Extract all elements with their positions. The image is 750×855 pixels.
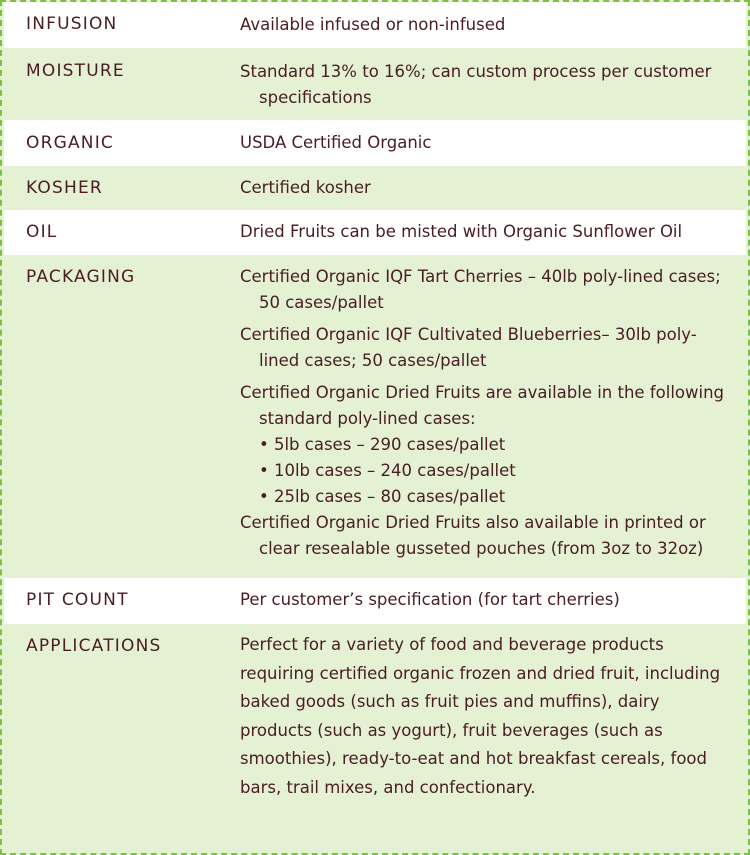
packaging-bullet: • 10lb cases – 240 cases/pallet <box>259 461 516 480</box>
row-organic <box>4 120 746 166</box>
row-label: MOISTURE <box>26 61 125 81</box>
row-moisture <box>4 48 746 120</box>
row-infusion <box>4 2 746 48</box>
row-label: OIL <box>26 222 58 242</box>
row-value: Per customer’s specification (for tart cherries) <box>240 590 620 609</box>
packaging-bullet: • 5lb cases – 290 cases/pallet <box>259 435 506 454</box>
row-value: Available infused or non-infused <box>240 15 506 34</box>
row-value: Standard 13% to 16%; can custom process per customer specifications <box>240 62 712 107</box>
row-value: Perfect for a variety of food and beverage products requiring certified organic frozen and dried fruit, including baked goods (such as fruit pies and muffins), dairy products (such as yogurt), fruit beverages (such as smoothies), ready-to-eat and hot breakfast cereals, food bars, trail mixes, and confectionary. <box>240 635 721 797</box>
packaging-blueberries: Certified Organic IQF Cultivated Blueberries– 30lb poly-lined cases; 50 cases/pallet <box>240 325 697 370</box>
row-label: INFUSION <box>26 14 118 34</box>
row-value: Dried Fruits can be misted with Organic Sunflower Oil <box>240 222 683 241</box>
packaging-tart-cherries: Certified Organic IQF Tart Cherries – 40lb poly-lined cases; 50 cases/pallet <box>240 267 721 312</box>
row-value: Certified kosher <box>240 178 371 197</box>
row-packaging <box>4 255 746 578</box>
row-oil <box>4 210 746 255</box>
packaging-details <box>240 264 736 562</box>
packaging-bullet: • 25lb cases – 80 cases/pallet <box>259 487 506 506</box>
row-applications <box>4 624 746 855</box>
row-label: ORGANIC <box>26 133 114 153</box>
row-pit-count <box>4 578 746 624</box>
row-label: PACKAGING <box>26 267 136 287</box>
packaging-dried-fruits: Certified Organic Dried Fruits are available in the following standard poly-lined cases: <box>240 383 725 428</box>
row-kosher <box>4 166 746 210</box>
packaging-pouches: Certified Organic Dried Fruits also available in printed or clear resealable gusseted pouches (from 3oz to 32oz) <box>240 513 706 558</box>
row-label: PIT COUNT <box>26 590 129 610</box>
row-label: APPLICATIONS <box>26 636 162 656</box>
row-value: USDA Certified Organic <box>240 133 432 152</box>
row-label: KOSHER <box>26 178 103 198</box>
